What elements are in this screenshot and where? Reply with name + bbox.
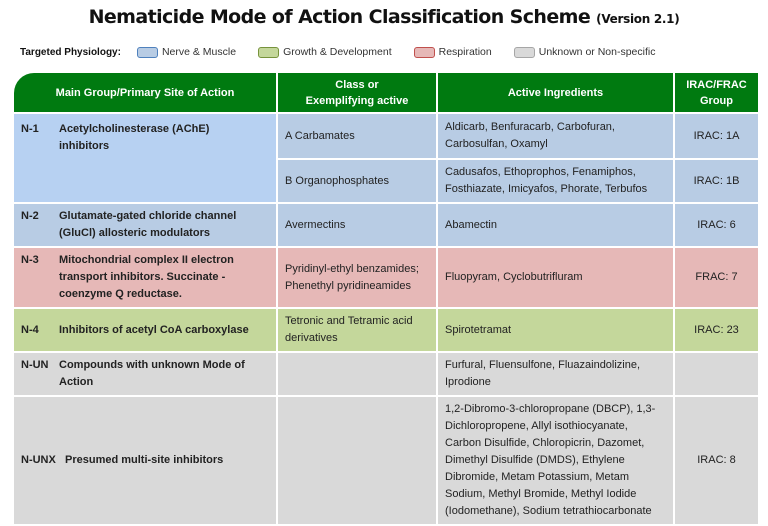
- cell-site-nun: [14, 353, 276, 395]
- legend-item-label: Respiration: [438, 46, 492, 58]
- moa-table: [12, 71, 760, 526]
- cell-site-nunx: [14, 397, 276, 524]
- cell-class: Pyridinyl-ethyl benzamides; Phenethyl pyridineamides: [278, 248, 436, 307]
- group-code: N-2: [21, 210, 39, 222]
- legend-item-growth-development: [258, 46, 392, 58]
- cell-site-n1: [14, 114, 276, 202]
- swatch-icon: [414, 47, 435, 58]
- cell-ingredients: 1,2-Dibromo-3-chloropropane (DBCP), 1,3-Dichloropropene, Allyl isothiocyanate, Carbon Disulfide, Chloropicrin, Dazomet, Dimethyl Disulfide (DMDS), Ethylene Dibromide, Metam Potassium, Metam Sodium, Methyl Bromide, Methyl Iodide (Iodomethane), Sodium tetrathiocarbonate: [438, 397, 673, 524]
- cell-group: IRAC: 6: [675, 204, 758, 246]
- legend-item-label: Growth & Development: [283, 46, 392, 58]
- legend-item-nerve-muscle: [137, 46, 236, 58]
- site-text: Inhibitors of acetyl CoA carboxylase: [59, 323, 249, 336]
- site-text: Acetylcholinesterase (AChE) inhibitors: [59, 123, 210, 152]
- cell-class: Avermectins: [278, 204, 436, 246]
- cell-ingredients: Spirotetramat: [438, 309, 673, 351]
- cell-site-n4: [14, 309, 276, 351]
- cell-class: A Carbamates: [278, 114, 436, 158]
- cell-site-n3: [14, 248, 276, 307]
- cell-ingredients: Furfural, Fluensulfone, Fluazaindolizine, Iprodione: [438, 353, 673, 395]
- group-code: N-UNX: [21, 454, 56, 466]
- cell-group: [675, 353, 758, 395]
- table-row-nunx: [14, 397, 758, 524]
- site-text: Glutamate-gated chloride channel (GluCl) allosteric modulators: [59, 210, 237, 239]
- cell-group: IRAC: 8: [675, 397, 758, 524]
- swatch-icon: [137, 47, 158, 58]
- group-code: N-3: [21, 254, 39, 266]
- header-main-group: Main Group/Primary Site of Action: [14, 73, 276, 112]
- table-header-row: [14, 73, 758, 112]
- table-row-n3: [14, 248, 758, 307]
- cell-group: IRAC: 23: [675, 309, 758, 351]
- cell-class: Tetronic and Tetramic acid derivatives: [278, 309, 436, 351]
- page-title: [0, 6, 768, 28]
- header-group: [675, 73, 758, 112]
- cell-ingredients: Abamectin: [438, 204, 673, 246]
- cell-site-n2: [14, 204, 276, 246]
- header-group-line1: IRAC/FRAC: [686, 78, 747, 91]
- header-class-line2: Exemplifying active: [305, 94, 409, 107]
- cell-class: [278, 353, 436, 395]
- table-row-n4: [14, 309, 758, 351]
- cell-group: IRAC: 1A: [675, 114, 758, 158]
- group-code: N-4: [21, 323, 39, 336]
- table-row-n1a: [14, 114, 758, 158]
- cell-ingredients: Cadusafos, Ethoprophos, Fenamiphos, Fosthiazate, Imicyafos, Phorate, Terbufos: [438, 160, 673, 202]
- header-class-line1: Class or: [335, 78, 379, 91]
- legend-label: Targeted Physiology:: [20, 46, 121, 58]
- legend-item-respiration: [414, 46, 492, 58]
- legend-item-unknown: [514, 46, 656, 58]
- title-main: Nematicide Mode of Action Classification Scheme: [88, 6, 591, 28]
- swatch-icon: [258, 47, 279, 58]
- table-row-nun: [14, 353, 758, 395]
- swatch-icon: [514, 47, 535, 58]
- legend-item-label: Nerve & Muscle: [161, 46, 237, 58]
- cell-group: FRAC: 7: [675, 248, 758, 307]
- header-ingredients: Active Ingredients: [438, 73, 673, 112]
- cell-ingredients: Aldicarb, Benfuracarb, Carbofuran, Carbosulfan, Oxamyl: [438, 114, 673, 158]
- cell-group: IRAC: 1B: [675, 160, 758, 202]
- cell-ingredients: Fluopyram, Cyclobutrifluram: [438, 248, 673, 307]
- header-group-line2: Group: [700, 94, 733, 107]
- table-row-n2: [14, 204, 758, 246]
- cell-class: B Organophosphates: [278, 160, 436, 202]
- site-text: Compounds with unknown Mode of Action: [59, 359, 245, 388]
- title-version: (Version 2.1): [596, 12, 680, 26]
- site-text: Mitochondrial complex II electron transport inhibitors. Succinate -coenzyme Q reductase.: [59, 254, 234, 300]
- legend-item-label: Unknown or Non-specific: [538, 46, 656, 58]
- header-class: [278, 73, 436, 112]
- group-code: N-1: [21, 123, 39, 135]
- legend: [20, 45, 677, 59]
- cell-class: [278, 397, 436, 524]
- group-code: N-UN: [21, 359, 49, 371]
- site-text: Presumed multi-site inhibitors: [65, 454, 224, 466]
